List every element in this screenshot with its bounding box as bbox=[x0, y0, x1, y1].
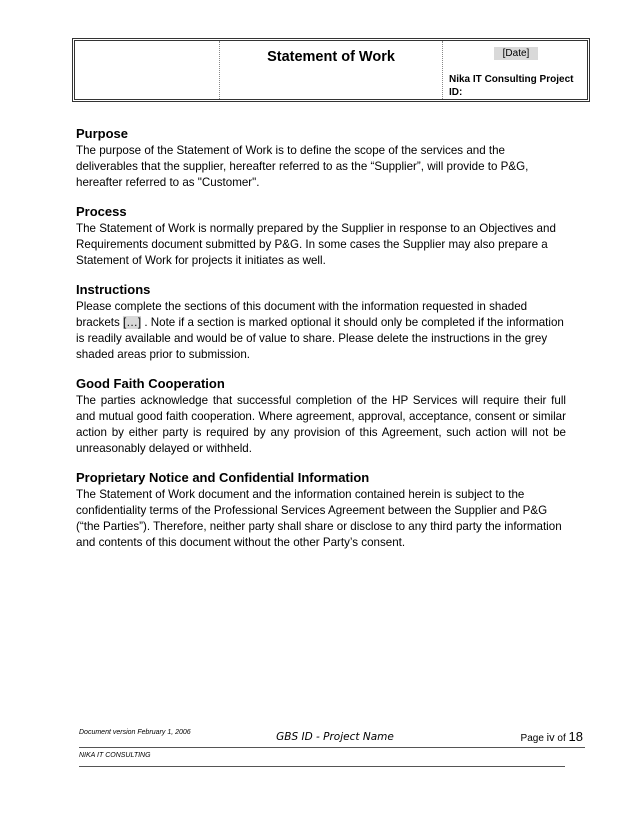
footer-project-name: GBS ID - Project Name bbox=[276, 731, 394, 743]
section-body: The purpose of the Statement of Work is to define the scope of the services and the deliverables that the supplier, hereafter referred to as the “Supplier”, will provide to P&G, hereafter referred to as "Customer". bbox=[76, 144, 529, 189]
page-label: Page bbox=[520, 733, 547, 744]
section-proprietary-notice bbox=[76, 469, 566, 551]
instructions-text-before: Please complete the sections of this document with the information requested in shaded brackets bbox=[76, 300, 528, 329]
footer-company: NIKA IT CONSULTING bbox=[79, 752, 151, 759]
header-logo-cell bbox=[75, 41, 220, 99]
document-body bbox=[76, 125, 566, 563]
footer-doc-version: Document version February 1, 2006 bbox=[79, 729, 191, 736]
header-table bbox=[72, 38, 590, 102]
section-body: The Statement of Work document and the information contained herein is subject to the confidentiality terms of the Professional Services Agreement between the Supplier and P&G (“the Parties”). Therefore, neither party shall share or disclose to any third party the information and contents of this document without the other Party’s consent. bbox=[76, 488, 562, 549]
section-heading: Purpose bbox=[76, 126, 129, 141]
section-purpose bbox=[76, 125, 566, 191]
header-title-cell bbox=[220, 41, 443, 99]
section-process bbox=[76, 203, 566, 269]
section-good-faith bbox=[76, 375, 566, 457]
section-heading: Proprietary Notice and Confidential Information bbox=[76, 470, 370, 485]
date-placeholder[interactable]: [Date] bbox=[494, 47, 538, 60]
page-total: 18 bbox=[568, 729, 583, 744]
section-heading: Instructions bbox=[76, 282, 151, 297]
page-of-label: of bbox=[554, 733, 569, 744]
document-title: Statement of Work bbox=[267, 49, 395, 65]
instructions-text-after: . Note if a section is marked optional it should only be completed if the information is readily available and would be of value to share. Please delete the instructions in the grey shaded areas prior to submission. bbox=[76, 316, 564, 361]
section-heading: Process bbox=[76, 204, 127, 219]
section-body: The Statement of Work is normally prepared by the Supplier in response to an Objectives and Requirements document submitted by P&G. In some cases the Supplier may also prepare a Statement of Work for projects it initiates as well. bbox=[76, 222, 556, 267]
footer-divider bbox=[79, 747, 585, 748]
section-body bbox=[76, 299, 566, 363]
page-current: iv bbox=[546, 732, 555, 744]
shaded-bracket: […] bbox=[123, 316, 142, 329]
project-id-label: Nika IT Consulting Project ID: bbox=[449, 74, 574, 98]
header-info-cell bbox=[443, 41, 587, 99]
footer-page-number bbox=[521, 729, 583, 744]
section-body: The parties acknowledge that successful completion of the HP Services will require their full and mutual good faith cooperation. Where agreement, approval, acceptance, consent or similar action by either party is required by any provision of this Agreement, such action will not be unreasonably delayed or withheld. bbox=[76, 394, 566, 455]
section-instructions bbox=[76, 281, 566, 363]
footer-bottom-rule bbox=[79, 766, 565, 767]
section-heading: Good Faith Cooperation bbox=[76, 376, 225, 391]
